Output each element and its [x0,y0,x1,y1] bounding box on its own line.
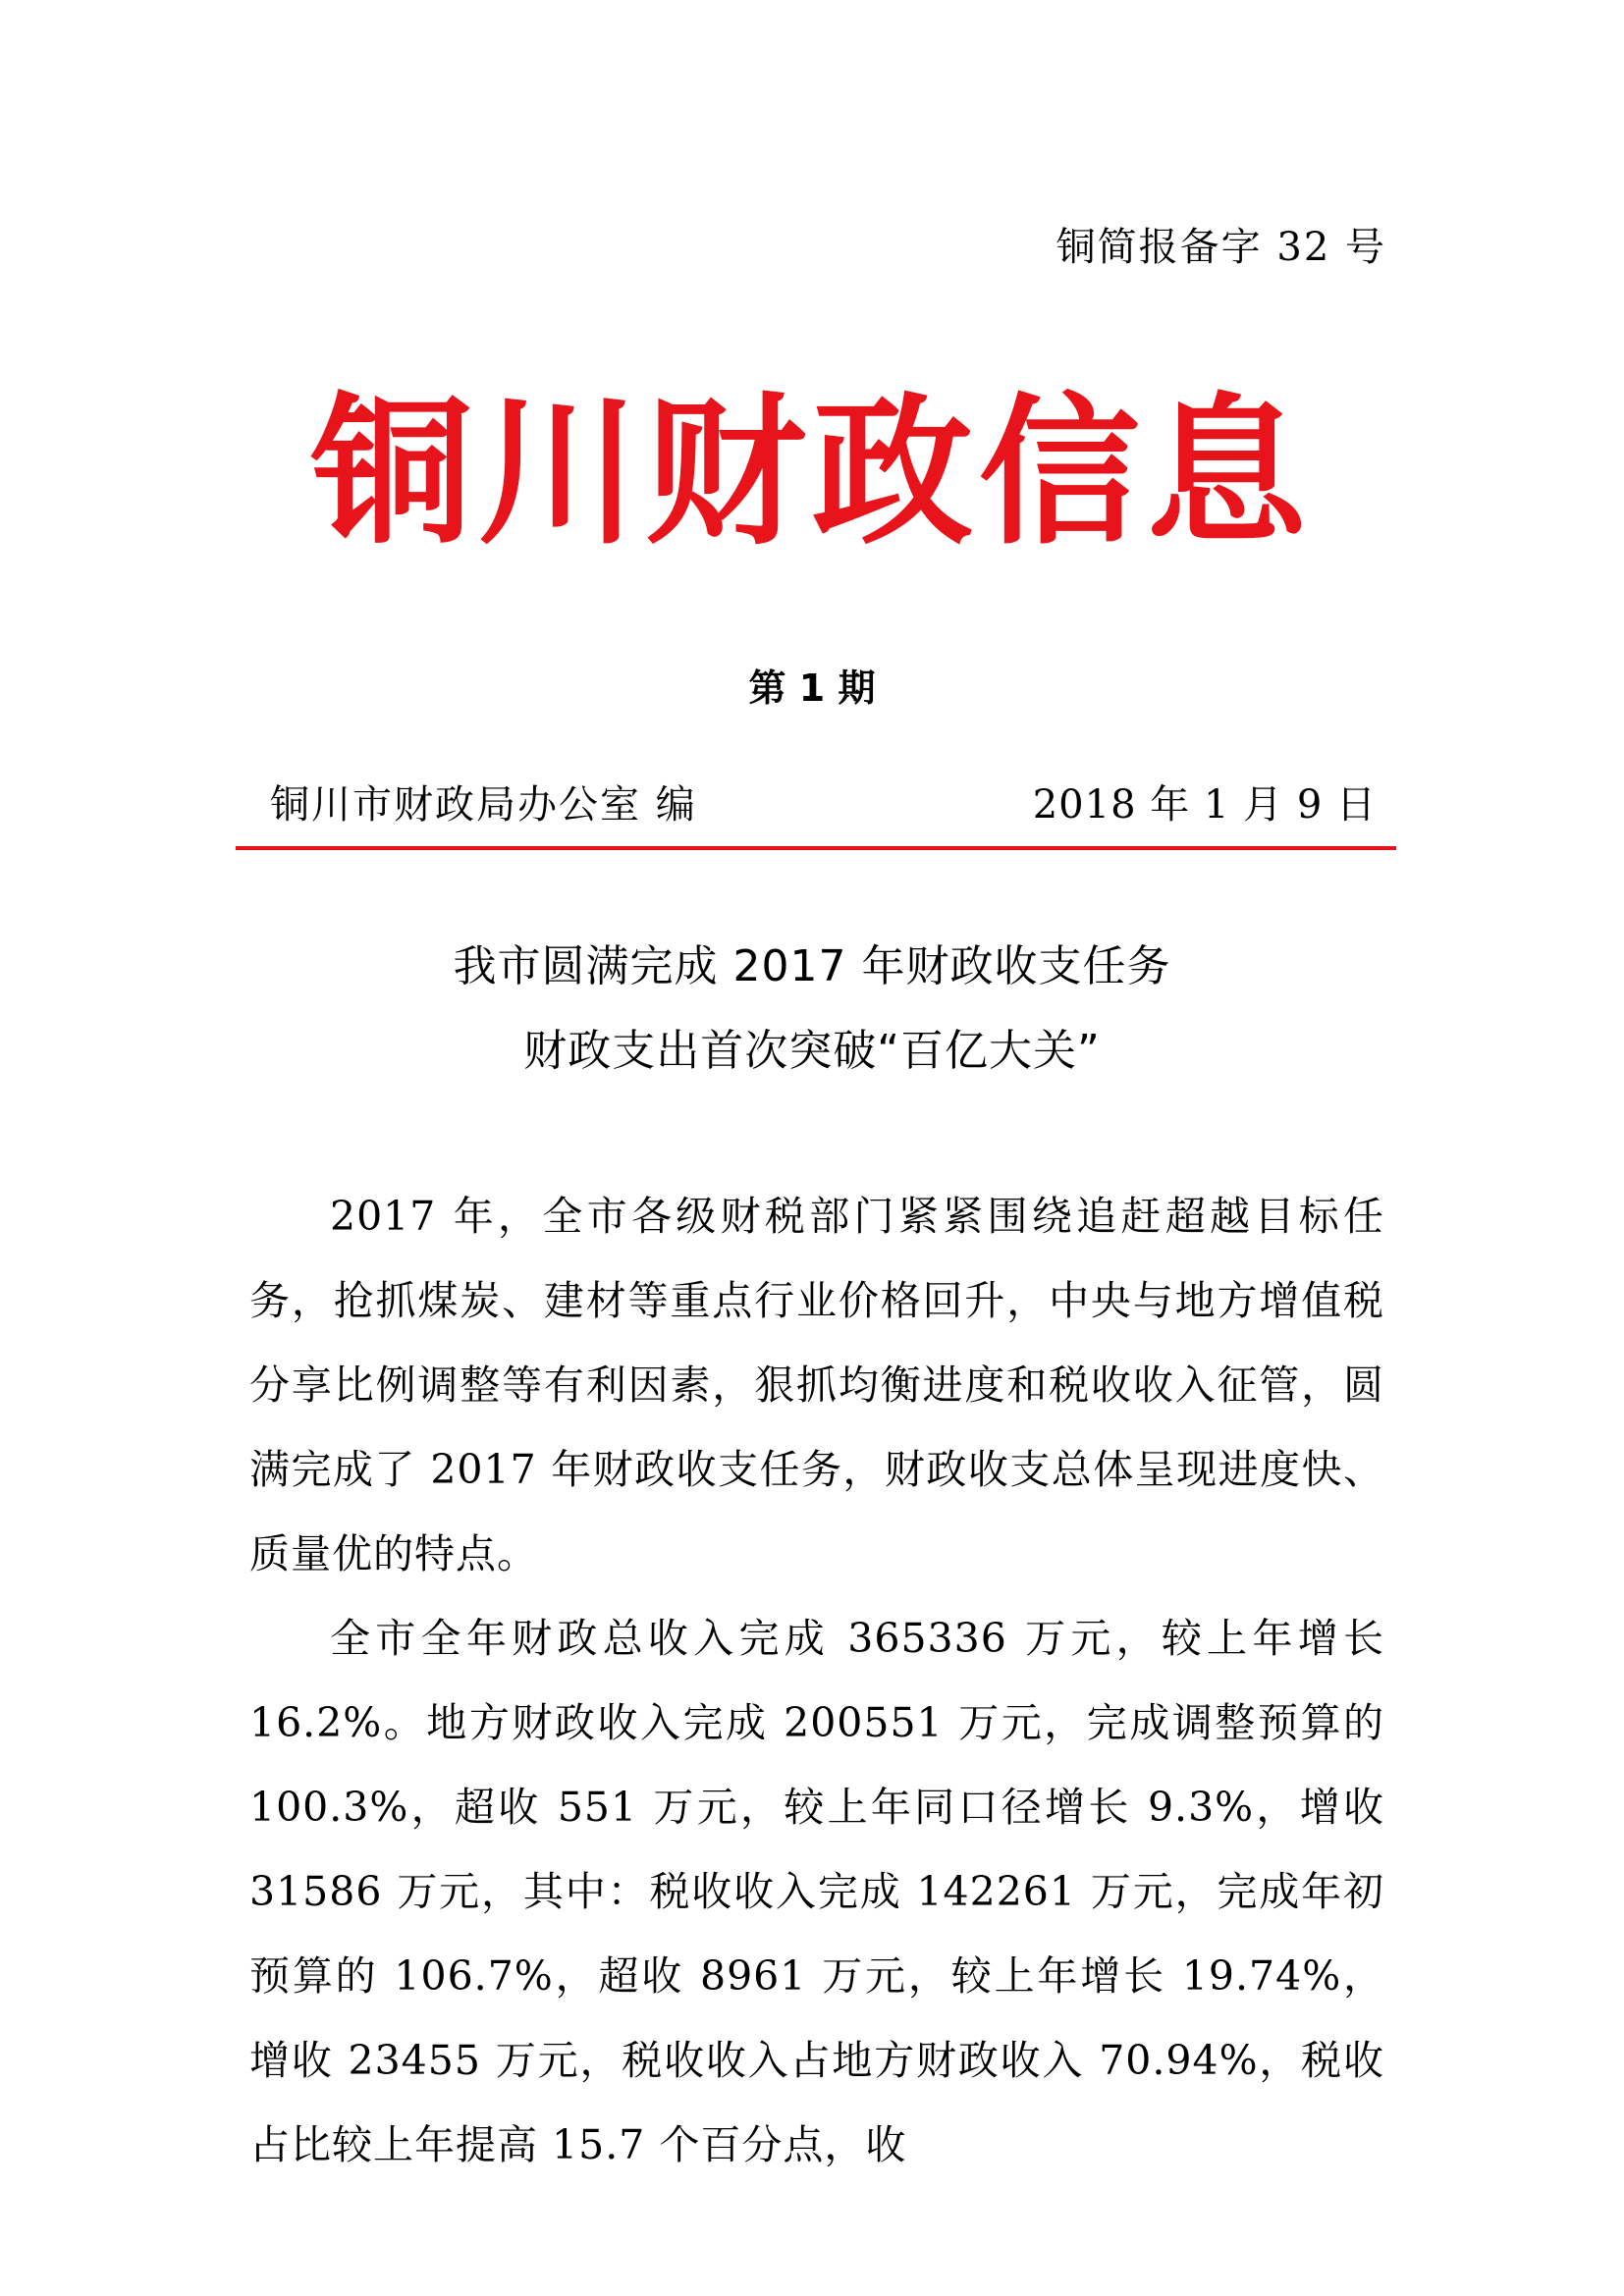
paragraph: 2017 年，全市各级财税部门紧紧围绕追赶超越目标任务，抢抓煤炭、建材等重点行业价格回升，中央与地方增值税分享比例调整等有利因素，狠抓均衡进度和税收收入征管，圆满完成了 2017 年财政收支任务，财政收支总体呈现进度快、质量优的特点。 [249,1193,1384,1577]
issue-number: 第 1 期 [748,667,876,710]
article-body [249,1174,1384,2187]
issue-date: 2018 年 1 月 9 日 [1032,782,1377,828]
document-number: 铜简报备字 32 号 [1056,225,1386,270]
article-title-line2: 财政支出首次突破“百亿大关” [523,1026,1101,1076]
editor-line: 铜川市财政局办公室 编 [270,782,697,828]
red-divider [236,846,1396,850]
article-title-line1: 我市圆满完成 2017 年财政收支任务 [453,941,1171,991]
paragraph: 全市全年财政总收入完成 365336 万元，较上年增长 16.2%。地方财政收入完成 200551 万元，完成调整预算的 100.3%，超收 551 万元，较上年同口径增长 9.3%，增收 31586 万元，其中：税收收入完成 142261 万元，完成年初预算的 106.7%，超收 8961 万元，较上年增长 19.74%，增收 23455 万元，税收收入占地方财政收入 70.94%，税收占比较上年提高 15.7 个百分点，收 [249,1615,1384,2168]
masthead-title: 铜川财政信息 [310,379,1313,566]
